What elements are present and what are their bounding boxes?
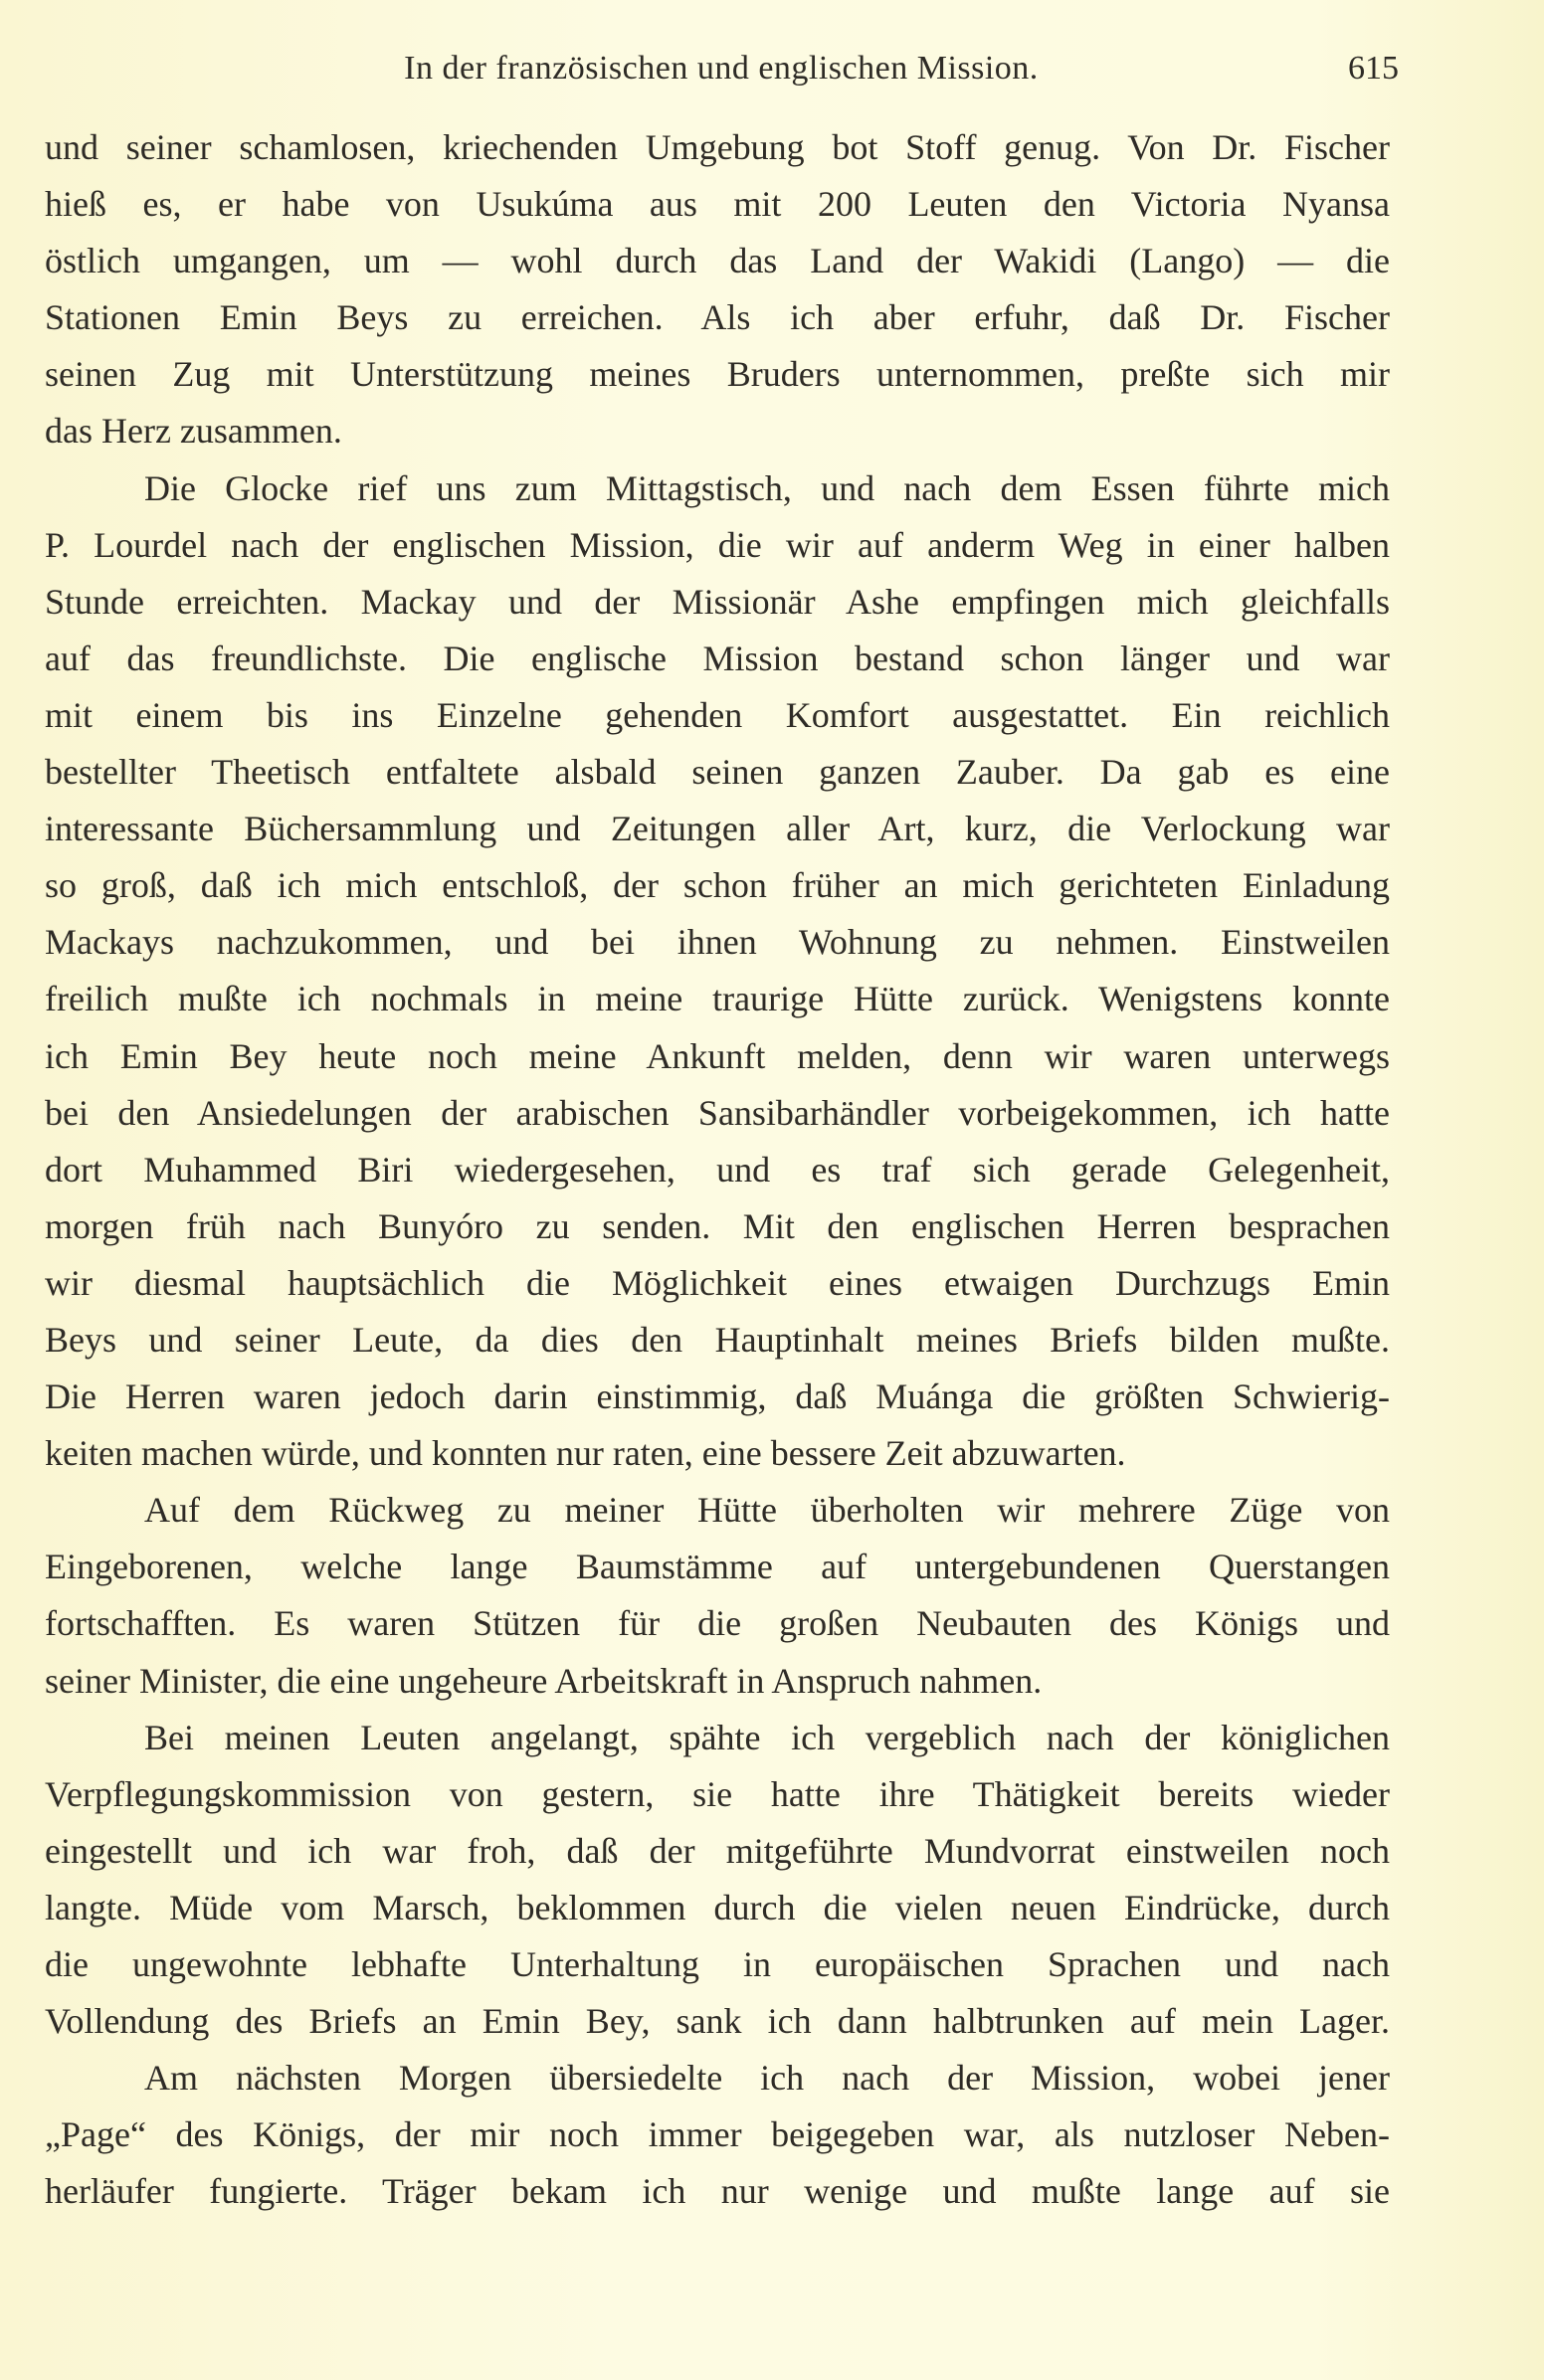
text-line: hieß es, er habe von Usukúma aus mit 200 Leuten den Victoria Nyansa [45, 184, 1390, 225]
text-line: Verpflegungskommission von gestern, sie hatte ihre Thätigkeit bereits wieder [45, 1773, 1390, 1814]
page-number: 615 [1348, 50, 1399, 87]
text-line: dort Muhammed Biri wiedergesehen, und es traf sich gerade Gelegenheit, [45, 1149, 1390, 1190]
running-head [0, 50, 1544, 93]
text-line: so groß, daß ich mich entschloß, der schon früher an mich gerichteten Einladung [45, 865, 1390, 906]
text-line: morgen früh nach Bunyóro zu senden. Mit den englischen Herren besprachen [45, 1205, 1390, 1246]
text-line: langte. Müde vom Marsch, beklommen durch die vielen neuen Eindrücke, durch [45, 1887, 1390, 1927]
text-line: Eingeborenen, welche lange Baumstämme auf untergebundenen Querstangen [45, 1547, 1390, 1587]
text-line: „Page“ des Königs, der mir noch immer beigegeben war, als nutzloser Neben- [45, 2114, 1390, 2155]
paragraph-first-line: Am nächsten Morgen übersiedelte ich nach der Mission, wobei jener [144, 2058, 1390, 2099]
text-line: herläufer fungierte. Träger bekam ich nur wenige und mußte lange auf sie [45, 2171, 1390, 2212]
text-line: Stunde erreichten. Mackay und der Missionär Ashe empfingen mich gleichfalls [45, 581, 1390, 622]
text-line: keiten machen würde, und konnten nur raten, eine bessere Zeit abzuwarten. [45, 1433, 1126, 1474]
text-line: mit einem bis ins Einzelne gehenden Komfort ausgestattet. Ein reichlich [45, 694, 1390, 735]
text-line: Vollendung des Briefs an Emin Bey, sank ich dann halbtrunken auf mein Lager. [45, 2001, 1390, 2042]
text-line: bestellter Theetisch entfaltete alsbald seinen ganzen Zauber. Da gab es eine [45, 752, 1390, 793]
text-line: östlich umgangen, um — wohl durch das Land der Wakidi (Lango) — die [45, 241, 1390, 281]
text-line: ich Emin Bey heute noch meine Ankunft melden, denn wir waren unterwegs [45, 1035, 1390, 1076]
body-text [45, 123, 1390, 2224]
text-line: Stationen Emin Beys zu erreichen. Als ich aber erfuhr, daß Dr. Fischer [45, 297, 1390, 338]
text-line: seinen Zug mit Unterstützung meines Bruders unternommen, preßte sich mir [45, 354, 1390, 395]
paragraph-first-line: Auf dem Rückweg zu meiner Hütte überholten wir mehrere Züge von [144, 1490, 1390, 1531]
text-line: eingestellt und ich war froh, daß der mitgeführte Mundvorrat einstweilen noch [45, 1830, 1390, 1871]
text-line: Die Herren waren jedoch darin einstimmig, daß Muánga die größten Schwierig- [45, 1376, 1390, 1417]
text-line: interessante Büchersammlung und Zeitungen aller Art, kurz, die Verlockung war [45, 809, 1390, 849]
text-line: und seiner schamlosen, kriechenden Umgebung bot Stoff genug. Von Dr. Fischer [45, 127, 1390, 167]
text-line: fortschafften. Es waren Stützen für die großen Neubauten des Königs und [45, 1603, 1390, 1644]
paragraph-first-line: Die Glocke rief uns zum Mittagstisch, und nach dem Essen führte mich [144, 467, 1390, 508]
paragraph-first-line: Bei meinen Leuten angelangt, spähte ich vergeblich nach der königlichen [144, 1717, 1390, 1757]
text-line: die ungewohnte lebhafte Unterhaltung in europäischen Sprachen und nach [45, 1944, 1390, 1984]
text-line: auf das freundlichste. Die englische Mission bestand schon länger und war [45, 638, 1390, 678]
text-line: seiner Minister, die eine ungeheure Arbeitskraft in Anspruch nahmen. [45, 1660, 1043, 1701]
text-line: wir diesmal hauptsächlich die Möglichkeit eines etwaigen Durchzugs Emin [45, 1262, 1390, 1303]
text-line: P. Lourdel nach der englischen Mission, die wir auf anderm Weg in einer halben [45, 524, 1390, 565]
text-line: bei den Ansiedelungen der arabischen Sansibarhändler vorbeigekommen, ich hatte [45, 1092, 1390, 1133]
text-line: das Herz zusammen. [45, 411, 342, 452]
text-line: Mackays nachzukommen, und bei ihnen Wohnung zu nehmen. Einstweilen [45, 922, 1390, 963]
text-line: Beys und seiner Leute, da dies den Hauptinhalt meines Briefs bilden mußte. [45, 1319, 1390, 1360]
text-line: freilich mußte ich nochmals in meine traurige Hütte zurück. Wenigstens konnte [45, 979, 1390, 1019]
running-title: In der französischen und englischen Mission. [404, 50, 1039, 87]
